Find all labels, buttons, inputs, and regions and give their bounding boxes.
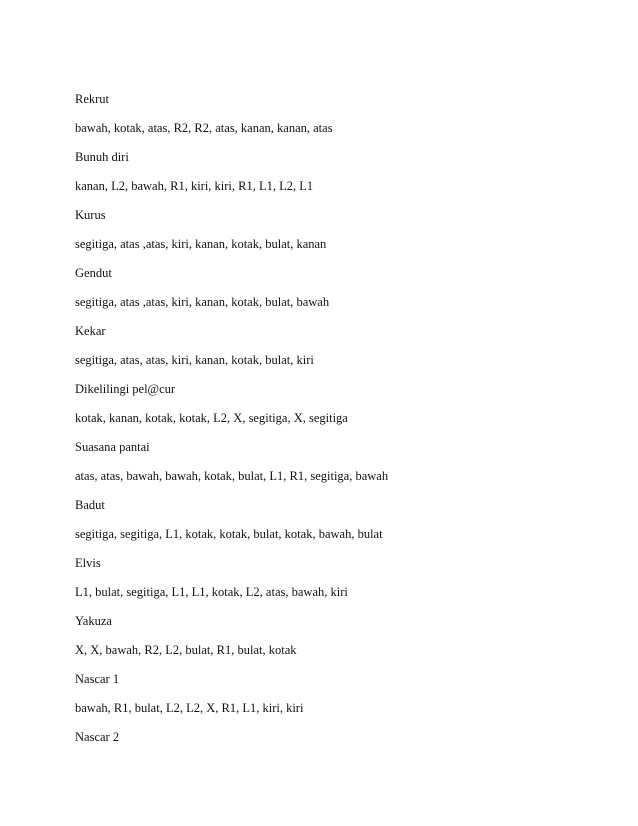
cheat-code: bawah, R1, bulat, L2, L2, X, R1, L1, kiri, kiri — [75, 701, 304, 715]
cheat-title: Badut — [75, 498, 105, 512]
cheat-title: Dikelilingi pel@cur — [75, 382, 176, 396]
cheat-code: kanan, L2, bawah, R1, kiri, kiri, R1, L1, L2, L1 — [75, 179, 314, 193]
cheat-code: L1, bulat, segitiga, L1, L1, kotak, L2, atas, bawah, kiri — [75, 585, 348, 599]
document-body — [75, 89, 595, 756]
cheat-code: atas, atas, bawah, bawah, kotak, bulat, L1, R1, segitiga, bawah — [75, 469, 389, 483]
cheat-code: segitiga, atas ,atas, kiri, kanan, kotak, bulat, bawah — [75, 295, 330, 309]
cheat-title: Nascar 2 — [75, 730, 120, 744]
cheat-code: segitiga, segitiga, L1, kotak, kotak, bulat, kotak, bawah, bulat — [75, 527, 383, 541]
cheat-title: Kekar — [75, 324, 106, 338]
cheat-code: bawah, kotak, atas, R2, R2, atas, kanan, kanan, atas — [75, 121, 333, 135]
cheat-code: X, X, bawah, R2, L2, bulat, R1, bulat, kotak — [75, 643, 297, 657]
cheat-title: Yakuza — [75, 614, 112, 628]
cheat-title: Bunuh diri — [75, 150, 129, 164]
cheat-code: kotak, kanan, kotak, kotak, L2, X, segitiga, X, segitiga — [75, 411, 348, 425]
cheat-code: segitiga, atas, atas, kiri, kanan, kotak, bulat, kiri — [75, 353, 314, 367]
cheat-title: Kurus — [75, 208, 106, 222]
cheat-title: Rekrut — [75, 92, 110, 106]
cheat-code: segitiga, atas ,atas, kiri, kanan, kotak, bulat, kanan — [75, 237, 327, 251]
cheat-title: Elvis — [75, 556, 101, 570]
cheat-title: Suasana pantai — [75, 440, 150, 454]
cheat-title: Gendut — [75, 266, 112, 280]
cheat-title: Nascar 1 — [75, 672, 120, 686]
